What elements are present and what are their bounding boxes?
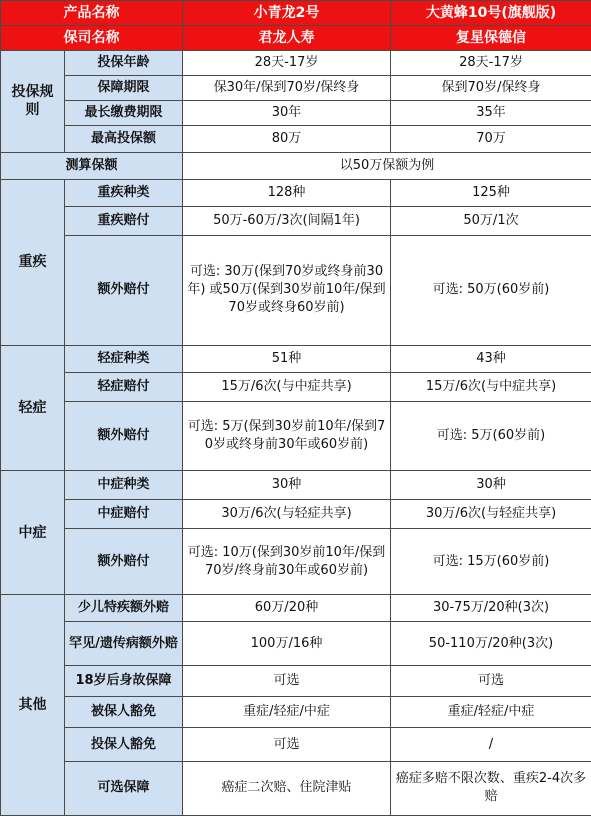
table-row [1, 728, 591, 761]
product-b-name: 大黄蜂10号(旗舰版) [391, 1, 591, 26]
row-label: 重疾赔付 [65, 206, 183, 235]
category-critical: 重疾 [1, 179, 65, 345]
row-label: 最长缴费期限 [65, 100, 183, 125]
table-row [1, 50, 591, 75]
product-a-name: 小青龙2号 [183, 1, 391, 26]
table-row [1, 595, 591, 622]
row-label: 轻症种类 [65, 346, 183, 373]
row-label: 被保人豁免 [65, 697, 183, 728]
cell-b: 125种 [391, 179, 591, 206]
row-label: 投保年龄 [65, 50, 183, 75]
table-row [1, 402, 591, 471]
cell-a: 可选 [183, 728, 391, 761]
cell-a: 30年 [183, 100, 391, 125]
table-row [1, 697, 591, 728]
cell-b: 30-75万/20种(3次) [391, 595, 591, 622]
cell-a: 保30年/保到70岁/保终身 [183, 75, 391, 100]
cell-a: 60万/20种 [183, 595, 391, 622]
cell-a: 51种 [183, 346, 391, 373]
cell-b: 15万/6次(与中症共享) [391, 373, 591, 402]
company-a-name: 君龙人寿 [183, 25, 391, 50]
row-label: 保障期限 [65, 75, 183, 100]
row-label: 额外赔付 [65, 528, 183, 595]
cell-b: 50万/1次 [391, 206, 591, 235]
row-label: 额外赔付 [65, 402, 183, 471]
category-mild: 轻症 [1, 346, 65, 471]
cell-a: 15万/6次(与中症共享) [183, 373, 391, 402]
row-label: 18岁后身故保障 [65, 666, 183, 697]
table-row [1, 373, 591, 402]
cell-b: 可选: 15万(60岁前) [391, 528, 591, 595]
cell-a: 癌症二次赔、住院津贴 [183, 761, 391, 815]
cell-b: 癌症多赔不限次数、重疾2-4次多赔 [391, 761, 591, 815]
cell-b: 可选: 50万(60岁前) [391, 235, 591, 345]
table-row [1, 346, 591, 373]
company-row [1, 25, 591, 50]
row-label: 投保人豁免 [65, 728, 183, 761]
row-label: 罕见/遗传病额外赔 [65, 622, 183, 666]
cell-a: 可选: 10万(保到30岁前10年/保到70岁/终身前30年或60岁前) [183, 528, 391, 595]
header-row [1, 1, 591, 26]
category-rules: 投保规则 [1, 50, 65, 152]
product-name-label: 产品名称 [1, 1, 183, 26]
cell-a: 可选: 5万(保到30岁前10年/保到70岁或终身前30年或60岁前) [183, 402, 391, 471]
table-row [1, 179, 591, 206]
cell-b: 35年 [391, 100, 591, 125]
cell-a: 80万 [183, 125, 391, 152]
category-other: 其他 [1, 595, 65, 816]
row-label: 中症赔付 [65, 499, 183, 528]
cell-b: 50-110万/20种(3次) [391, 622, 591, 666]
cell-b: / [391, 728, 591, 761]
cell-a: 30种 [183, 470, 391, 499]
measure-label: 测算保额 [1, 152, 183, 179]
cell-b: 可选 [391, 666, 591, 697]
cell-b: 43种 [391, 346, 591, 373]
table-row [1, 75, 591, 100]
cell-b: 可选: 5万(60岁前) [391, 402, 591, 471]
table-row [1, 100, 591, 125]
table-row [1, 206, 591, 235]
category-moderate: 中症 [1, 470, 65, 595]
cell-b: 重症/轻症/中症 [391, 697, 591, 728]
cell-a: 128种 [183, 179, 391, 206]
table-row [1, 470, 591, 499]
row-label: 可选保障 [65, 761, 183, 815]
table-row [1, 622, 591, 666]
table-row [1, 499, 591, 528]
cell-a: 100万/16种 [183, 622, 391, 666]
cell-a: 可选: 30万(保到70岁或终身前30年) 或50万(保到30岁前10年/保到70岁或终身60岁前) [183, 235, 391, 345]
cell-b: 30种 [391, 470, 591, 499]
measure-row [1, 152, 591, 179]
cell-a: 28天-17岁 [183, 50, 391, 75]
table-row [1, 666, 591, 697]
row-label: 额外赔付 [65, 235, 183, 345]
table-row [1, 761, 591, 815]
row-label: 最高投保额 [65, 125, 183, 152]
cell-b: 30万/6次(与轻症共享) [391, 499, 591, 528]
cell-b: 70万 [391, 125, 591, 152]
company-name-label: 保司名称 [1, 25, 183, 50]
row-label: 轻症赔付 [65, 373, 183, 402]
row-label: 少儿特疾额外赔 [65, 595, 183, 622]
cell-a: 重症/轻症/中症 [183, 697, 391, 728]
cell-b: 28天-17岁 [391, 50, 591, 75]
table-row [1, 125, 591, 152]
cell-a: 50万-60万/3次(间隔1年) [183, 206, 391, 235]
row-label: 中症种类 [65, 470, 183, 499]
company-b-name: 复星保德信 [391, 25, 591, 50]
measure-value: 以50万保额为例 [183, 152, 591, 179]
cell-b: 保到70岁/保终身 [391, 75, 591, 100]
table-row [1, 528, 591, 595]
table-row [1, 235, 591, 345]
cell-a: 可选 [183, 666, 391, 697]
cell-a: 30万/6次(与轻症共享) [183, 499, 391, 528]
row-label: 重疾种类 [65, 179, 183, 206]
